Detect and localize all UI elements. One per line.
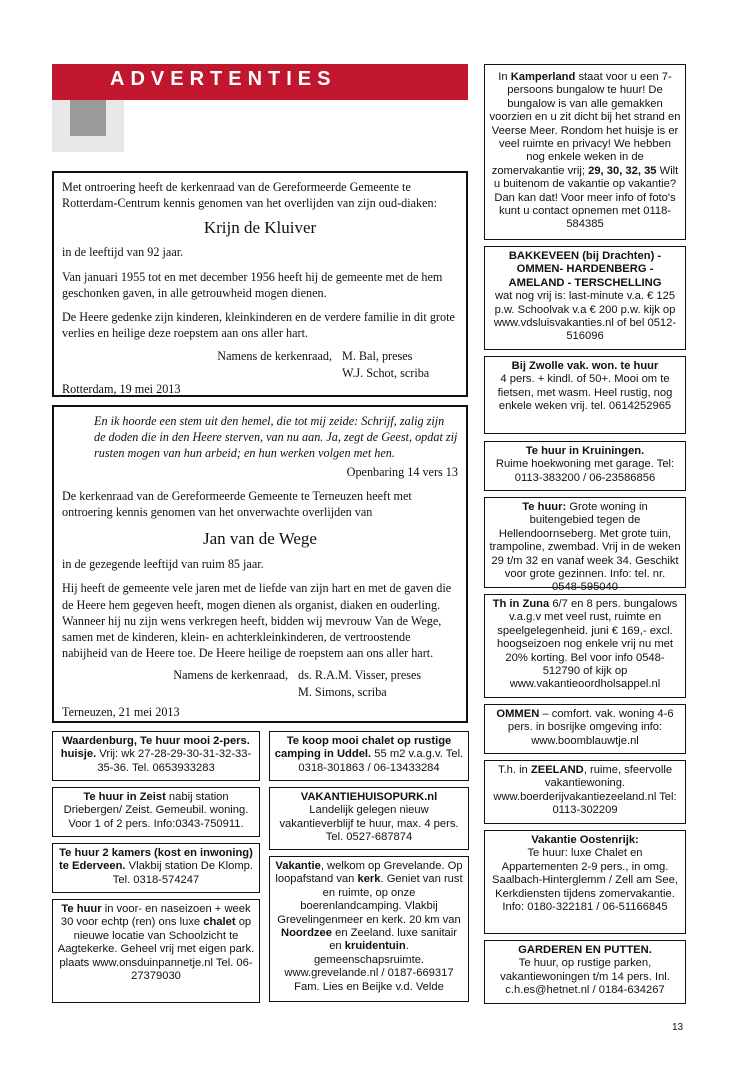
signature-block bbox=[62, 365, 458, 381]
obituary-age: in de leeftijd van 92 jaar. bbox=[62, 245, 184, 260]
signer-preses: M. Bal, preses bbox=[342, 349, 413, 364]
ad-zwolle: Bij Zwolle vak. won. te huur 4 pers. + kindl. of 50+. Mooi om te fietsen, met wasm. Heel rustig, nog enkele weken vrij. tel. 0614252965 bbox=[484, 356, 686, 434]
bible-reference: Openbaring 14 vers 13 bbox=[346, 464, 458, 479]
ad-garderen: GARDEREN EN PUTTEN. Te huur, op rustige parken, vakantiewoningen t/m 14 pers. Inl. c.h.es@hetnet.nl / 0184-634267 bbox=[484, 940, 686, 1004]
ad-vakantiehuisopurk: VAKANTIEHUISOPURK.nl Landelijk gelegen nieuw vakantieverblijf te huur, max. 4 pers. Tel. 0527-687874 bbox=[269, 787, 469, 850]
ad-kamperland: In Kamperland staat voor u een 7-persoons bungalow te huur! De bungalow is van alle gemakken voorzien en u zit dicht bij het strand en Veerse Meer. Rondom het huisje is er veel ruimte en privacy! We hebben nog enkele weken in de zomervakantie vrij; 29, 30, 32, 35 Wilt u buitenom de vakantie op vakantie? Dan kan dat! Voor meer info of foto's kunt u contact opnemen met 0118-584385 bbox=[484, 64, 686, 240]
obituary-age: in de gezegende leeftijd van ruim 85 jaar. bbox=[62, 557, 264, 572]
ad-kruiningen: Te huur in Kruiningen. Ruime hoekwoning met garage. Tel: 0113-383200 / 06-23586856 bbox=[484, 441, 686, 491]
ad-aagtekerke: Te huur in voor- en naseizoen + week 30 voor echtp (ren) ons luxe chalet op nieuwe locatie van Schoolzicht te Aagtekerke. Geheel vrij met eigen park. plaats www.onsduinpannetje.nl Tel. 06-27379030 bbox=[52, 899, 260, 1003]
ad-grevelande: Vakantie, welkom op Grevelande. Op loopafstand van kerk. Geniet van rust en ruimte, op onze boerenlandcamping. Vlakbij Grevelingenmeer en kerk. 20 km van Noordzee en Zeeland. luxe sanitair en kruidentuin. gemeenschapsruimte. www.grevelande.nl / 0187-669317 Fam. Lies en Beijke v.d. Velde bbox=[269, 856, 469, 1002]
deceased-name: Krijn de Kluiver bbox=[203, 218, 317, 238]
ad-zeist: Te huur in Zeist nabij station Driebergen/ Zeist. Gemeubil. woning. Voor 1 of 2 pers. Info:0343-750911. bbox=[52, 787, 260, 837]
obituary-paragraph: Hij heeft de gemeente vele jaren met de liefde van zijn hart en met de gaven die de Heere hem gegeven heeft, mogen dienen als organist, diaken en ouderling. Wanneer hij nu zijn wens verkregen heeft, bidden wij mevrouw Van de Wege, samen met de kinderen, klein- en achterkleinkinderen, de vertroostende nabijheid van de Heere toe. De Heere heilige de roepstem aan ons aller hart. bbox=[62, 581, 452, 661]
header-decoration-square bbox=[70, 100, 106, 136]
signature-block bbox=[62, 348, 458, 364]
signature-label: Namens de kerkenraad, bbox=[217, 349, 332, 364]
ad-zeeland: T.h. in ZEELAND, ruime, sfeervolle vakantiewoning. www.boerderijvakantiezeeland.nl Tel: 0113-302209 bbox=[484, 760, 686, 824]
obituary-kluiver bbox=[52, 171, 468, 397]
ad-oostenrijk: Vakantie Oostenrijk: Te huur: luxe Chalet en Appartementen 2-9 pers., in omg. Saalbach-Hinterglemm / Zell am See, Kerkdiensten tijdens zomervakantie. Info: 0180-322181 / 06-51166845 bbox=[484, 830, 686, 934]
ad-uddel: Te koop mooi chalet op rustige camping in Uddel. 55 m2 v.a.g.v. Tel. 0318-301863 / 06-13433284 bbox=[269, 731, 469, 781]
obituary-intro: Met ontroering heeft de kerkenraad van de Gereformeerde Gemeente te Rotterdam-Centrum kennis genomen van het overlijden van zijn oud-diaken: bbox=[62, 180, 438, 211]
obituary-paragraph: De Heere gedenke zijn kinderen, kleinkinderen en de verdere familie in dit grote verlies en heilige deze roepstem aan ons aller hart. bbox=[62, 310, 455, 341]
place-date: Terneuzen, 21 mei 2013 bbox=[62, 704, 180, 719]
obituary-wege bbox=[52, 405, 468, 723]
place-date: Rotterdam, 19 mei 2013 bbox=[62, 381, 181, 396]
signer-scriba: M. Simons, scriba bbox=[298, 684, 387, 699]
bible-quote: En ik hoorde een stem uit den hemel, die tot mij zeide: Schrijf, zalig zijn de doden die in den Heere sterven, van nu aan. Ja, zegt de Geest, opdat zij rusten mogen van hun arbeid; en hun werken volgen met hen. bbox=[94, 414, 458, 461]
signature-label: Namens de kerkenraad, bbox=[173, 668, 288, 683]
signature-block bbox=[62, 684, 458, 700]
signer-preses: ds. R.A.M. Visser, preses bbox=[298, 668, 422, 683]
ad-zuna: Th in Zuna 6/7 en 8 pers. bungalows v.a.g.v met veel rust, ruimte en speelgelegenheid. juni € 169,- excl. hoogseizoen nog enkele vrij nu met 20% korting. Bel voor info 0548-512790 of kijk op www.vakantieoordholsappel.nl bbox=[484, 594, 686, 698]
ad-ederveen: Te huur 2 kamers (kost en inwoning) te Ederveen. Vlakbij station De Klomp. Tel. 0318-574247 bbox=[52, 843, 260, 893]
page-number: 13 bbox=[672, 1022, 684, 1033]
obituary-intro: De kerkenraad van de Gereformeerde Gemeente te Terneuzen heeft met ontroering kennis genomen van het onverwachte overlijden van bbox=[62, 488, 412, 520]
ad-ommen: OMMEN – comfort. vak. woning 4-6 pers. in bosrijke omgeving info: www.boomblauwtje.nl bbox=[484, 704, 686, 754]
ad-waardenburg: Waardenburg, Te huur mooi 2-pers. huisje. Vrij: wk 27-28-29-30-31-32-33-35-36. Tel. 0653933283 bbox=[52, 731, 260, 781]
ad-bakkeveen: BAKKEVEEN (bij Drachten) - OMMEN- HARDENBERG - AMELAND - TERSCHELLING wat nog vrij is: last-minute v.a. € 125 p.w. Schoolvak v.a € 200 p.w. kijk op www.vdsluisvakanties.nl of bel 0512-516096 bbox=[484, 246, 686, 350]
signer-scriba: W.J. Schot, scriba bbox=[342, 365, 430, 380]
signature-block bbox=[62, 667, 458, 683]
page-title: ADVERTENTIES bbox=[110, 68, 337, 90]
deceased-name: Jan van de Wege bbox=[203, 529, 317, 549]
ad-hellendoorn: Te huur: Grote woning in buitengebied tegen de Hellendoornseberg. Met grote tuin, trampoline, zwembad. Vrij in de weken 29 t/m 32 en vanaf week 34. Geschikt voor grote gezinnen. Info: tel. nr. 0548-595040 bbox=[484, 497, 686, 588]
obituary-paragraph: Van januari 1955 tot en met december 1956 heeft hij de gemeente met de hem geschonken gaven, in alle getrouwheid mogen dienen. bbox=[62, 269, 443, 300]
